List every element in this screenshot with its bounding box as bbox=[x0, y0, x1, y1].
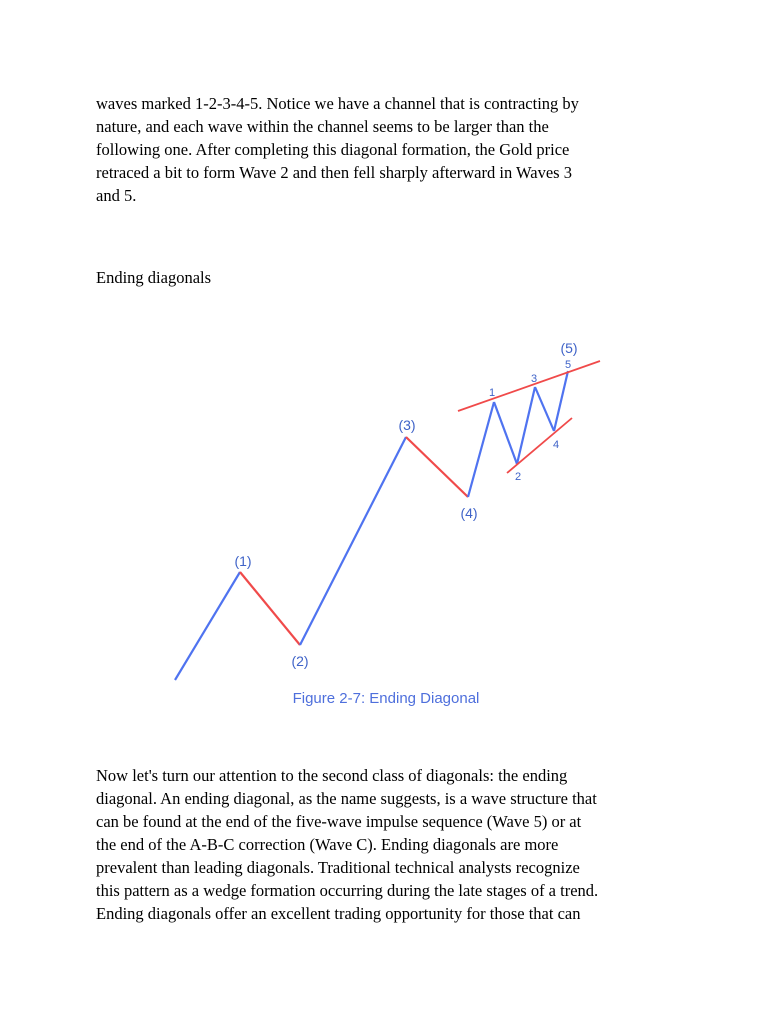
wave-2-segment bbox=[240, 572, 300, 645]
subwave-label-1: 1 bbox=[488, 387, 496, 399]
text-line: can be found at the end of the five-wave impulse sequence (Wave 5) or at bbox=[96, 812, 582, 831]
text-line: Ending diagonals offer an excellent trading opportunity for those that can bbox=[96, 904, 581, 923]
wave-label-3: (3) bbox=[398, 417, 416, 433]
subwave-4-segment bbox=[535, 387, 554, 431]
text-line: Now let's turn our attention to the second class of diagonals: the ending bbox=[96, 766, 568, 785]
wave-label-5: (5) bbox=[560, 340, 578, 356]
wave-4-segment bbox=[406, 437, 468, 497]
ending-diagonal-figure bbox=[0, 330, 768, 720]
subwave-2-segment bbox=[494, 402, 517, 464]
text-line: the end of the A-B-C correction (Wave C). Ending diagonals are more bbox=[96, 835, 559, 854]
figure-caption: Figure 2-7: Ending Diagonal bbox=[292, 690, 480, 707]
subwave-label-5: 5 bbox=[564, 359, 572, 371]
text-line: retraced a bit to form Wave 2 and then fell sharply afterward in Waves 3 bbox=[96, 163, 572, 182]
text-line: nature, and each wave within the channel seems to be larger than the bbox=[96, 117, 549, 136]
subwave-label-2: 2 bbox=[514, 471, 522, 483]
wave-label-1: (1) bbox=[234, 553, 252, 569]
subwave-1-segment bbox=[468, 402, 494, 497]
text-line: this pattern as a wedge formation occurring during the late stages of a trend. bbox=[96, 881, 599, 900]
text-line: prevalent than leading diagonals. Traditional technical analysts recognize bbox=[96, 858, 580, 877]
lower-trendline bbox=[507, 418, 572, 473]
section-heading: Ending diagonals bbox=[96, 268, 212, 287]
upper-trendline bbox=[458, 361, 600, 411]
text-line: and 5. bbox=[96, 186, 137, 205]
subwave-label-3: 3 bbox=[530, 373, 538, 385]
subwave-label-4: 4 bbox=[552, 439, 560, 451]
wave-1-segment bbox=[175, 572, 240, 680]
paragraph-ending-diagonal bbox=[96, 764, 686, 925]
wave-label-4: (4) bbox=[460, 505, 478, 521]
wave-diagram bbox=[0, 330, 768, 720]
text-line: waves marked 1-2-3-4-5. Notice we have a channel that is contracting by bbox=[96, 94, 579, 113]
text-line: diagonal. An ending diagonal, as the name suggests, is a wave structure that bbox=[96, 789, 597, 808]
text-line: following one. After completing this diagonal formation, the Gold price bbox=[96, 140, 570, 159]
wave-label-2: (2) bbox=[291, 653, 309, 669]
wave-3-segment bbox=[300, 437, 406, 645]
paragraph-intro bbox=[96, 92, 686, 207]
